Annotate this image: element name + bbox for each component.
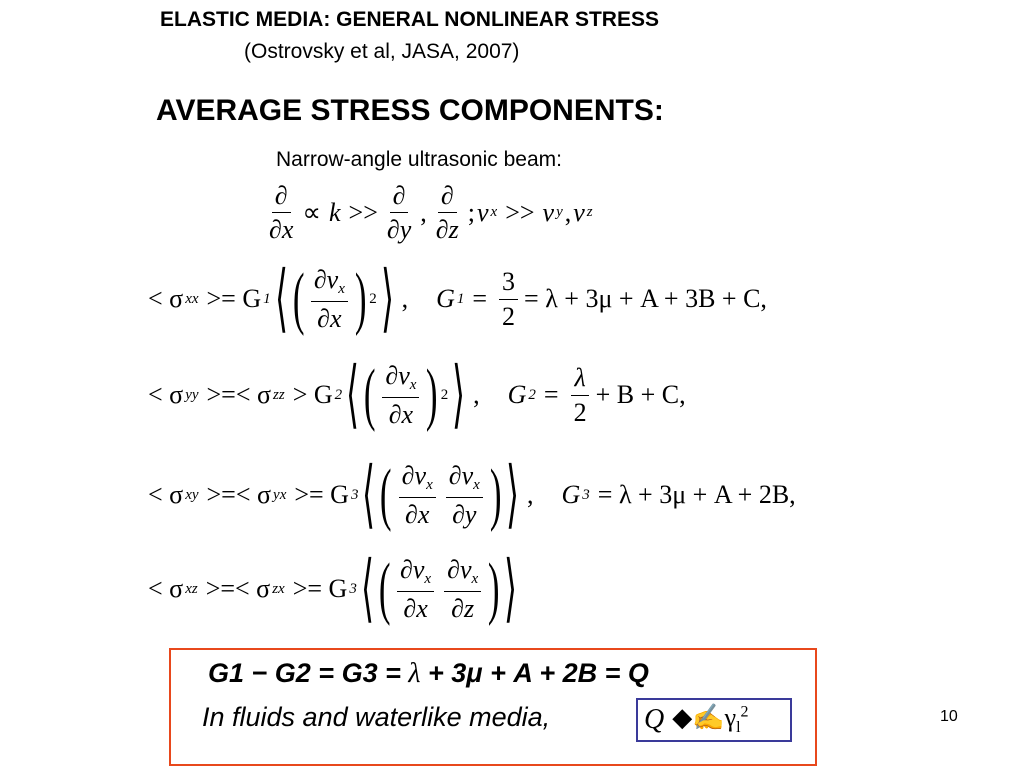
- stress-xy-yx-equation: < σ xy >=< σ yx >= G 3 ⟨ ( $\frac{\partial v_x}{\partial x}$ $\frac{\partial v_x}{\partial y}$ ) ⟩ , G 3 = λ + 3μ + A + 2B,: [148, 454, 796, 536]
- summary-equation: G1 − G2 = G3 = λ + 3μ + A + 2B = Q: [208, 658, 649, 689]
- stress-yy-zz-equation: < σ yy >=< σ zz > G 2 ⟨ ( $\frac{\partial v_x}{\partial x}$ ) 2 ⟩ , G 2 = $\frac{\lambda}{2}$ + B + C,: [148, 354, 686, 436]
- partial-x-fraction: $\frac{\partial}{\partial x}$: [269, 181, 294, 245]
- fluid-formula-box: Q $◆✍\gamma_l^2$: [636, 698, 792, 742]
- partial-z-fraction: $\frac{\partial}{\partial z}$: [435, 181, 459, 245]
- narrow-beam-condition: $\frac{\partial}{\partial x}$ ∝ k >> $\frac{\partial}{\partial y}$ , $\frac{\partial}{\partial z}$ ; v x >> v y , v z: [262, 182, 593, 244]
- beam-note: Narrow-angle ultrasonic beam:: [276, 148, 562, 171]
- summary-fluids-note: In fluids and waterlike media,: [202, 702, 551, 732]
- stress-xx-equation: < σ xx >= G 1 ⟨ ( $\frac{\partial v_x}{\partial x}$ ) 2 ⟩ , G 1 = $\frac{3}{2}$ = λ + 3μ + A + 3B + C,: [148, 258, 767, 340]
- partial-y-fraction: $\frac{\partial}{\partial y}$: [386, 181, 412, 245]
- section-heading: AVERAGE STRESS COMPONENTS:: [156, 94, 664, 127]
- page-number: 10: [940, 708, 958, 725]
- slide-citation: (Ostrovsky et al, JASA, 2007): [244, 40, 520, 63]
- slide-title: ELASTIC MEDIA: GENERAL NONLINEAR STRESS: [160, 8, 659, 31]
- stress-xz-zx-equation: < σ xz >=< σ zx >= G 3 ⟨ ( $\frac{\partial v_x}{\partial x}$ $\frac{\partial v_x}{\partial z}$ ) ⟩: [148, 548, 518, 630]
